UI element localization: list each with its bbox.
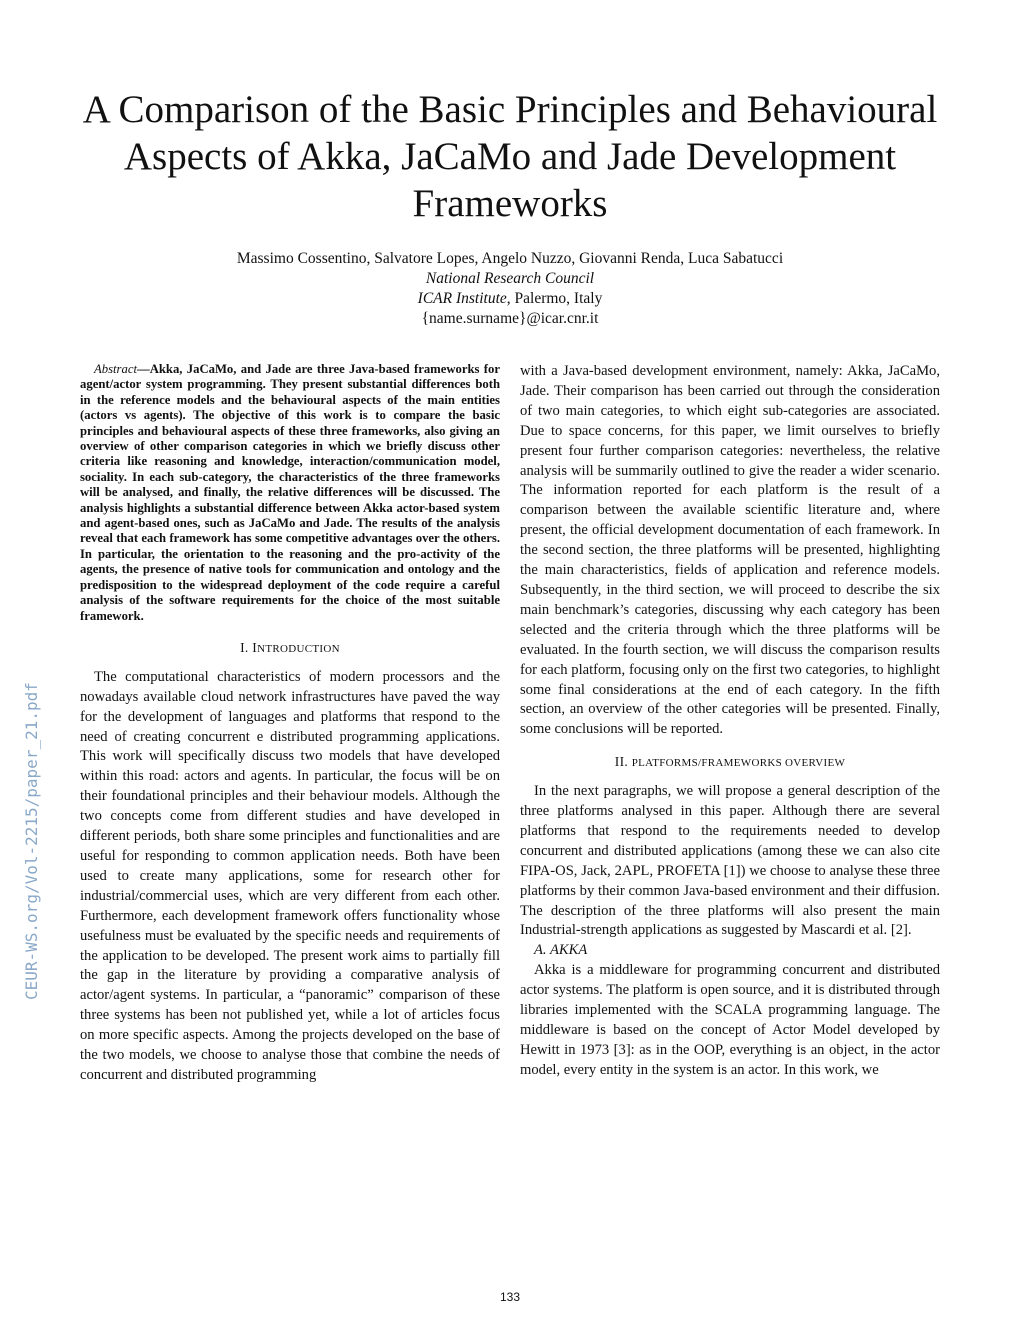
abstract-label: Abstract xyxy=(94,362,137,376)
author-organization: National Research Council xyxy=(425,270,595,287)
author-institute: ICAR Institute xyxy=(417,290,507,307)
author-affiliation xyxy=(60,289,960,309)
ceur-side-stamp: CEUR-WS.org/Vol-2215/paper_21.pdf xyxy=(22,682,41,1000)
paper-title: A Comparison of the Basic Principles and Behavioural Aspects of Akka, JaCaMo and Jade Development Frameworks xyxy=(82,88,938,225)
author-location: , Palermo, Italy xyxy=(506,290,603,307)
author-block xyxy=(60,249,960,329)
section-initial: I xyxy=(252,639,258,655)
author-email: {name.surname}@icar.cnr.it xyxy=(421,310,599,327)
abstract xyxy=(80,362,500,624)
abstract-text: —Akka, JaCaMo, and Jade are three Java-based frameworks for agent/actor system programming. They present substantial differences both in the reference models and the behavioural aspects of the main entities (actors vs agents). The objective of this work is to compare the basic principles and behavioural aspects of these three frameworks, also giving an overview of other comparison categories in which we briefly discuss other criteria like reasoning and knowledge, interaction/communication model, sociality. In each sub-category, the characteristics of the three frameworks will be analysed, and finally, the relative differences will be discussed. The analysis highlights a substantial difference between Akka actor-based system and agent-based ones, such as JaCaMo and Jade. The results of the analysis reveal that each framework has some competitive advantages over the others. In particular, the orientation to the reasoning and the pro-activity of the agents, the presence of native tools for communication and ontology and the predisposition to the widespread deployment of the code require a careful analysis of the software requirements for the choice of the most suitable framework. xyxy=(80,362,500,623)
akka-paragraph: Akka is a middleware for programming concurrent and distributed actor systems. The platform is open source, and it is distributed through libraries implemented with the SCALA programming language. The middleware is based on the concept of Actor Model developed by Hewitt in 1973 [3]: as in the OOP, everything is an object, in the actor model, every entity in the system is an actor. In this work, we xyxy=(520,962,940,1078)
section-title: NTRODUCTION xyxy=(257,642,340,655)
introduction-paragraph-continued: with a Java-based development environment, namely: Akka, JaCaMo, Jade. Their comparison has been carried out through the consideration of two main categories, to which eight sub-categories are associated. Due to space concerns, for this paper, we limit ourselves to briefly present four further comparison categories: nevertheless, the relative analysis will be summarily outlined to give the reader a wider scenario. The information reported for each platform is the result of a comparison between the available scientific literature and, where present, the official development documentation of each framework. In the second section, the three platforms will be presented, highlighting the main characteristics, fields of application and reference models. Subsequently, in the third section, we will proceed to describe the six main benchmark’s categories, discussing why each category has been selected and the criteria through which the three platforms will be evaluated. In the fourth section, we will discuss the comparison results for each platform, focusing only on the first two categories, to highlight some final considerations at the end of each category. In the fifth section, an overview of the other categories will be presented. Finally, some conclusions will be reported. xyxy=(520,363,940,738)
section-heading-overview xyxy=(520,752,940,774)
author-names: Massimo Cossentino, Salvatore Lopes, Angelo Nuzzo, Giovanni Renda, Luca Sabatucci xyxy=(236,250,784,267)
section-title: PLATFORMS/FRAMEWORKS OVERVIEW xyxy=(631,757,846,770)
page-number: 133 xyxy=(499,1290,521,1304)
overview-paragraph: In the next paragraphs, we will propose a general description of the three platforms analysed in this paper. Although there are several platforms that respond to the requirements needed to develop concurrent and distributed applications (among these we can also cite FIPA-OS, Jack, 2APL, PROFETA [1]) we choose to analyse these three platforms by their common Java-based environment and their diffusion. The description of the three platforms will also present the main Industrial-strength applications as suggested by Mascardi et al. [2]. xyxy=(520,783,940,939)
right-column xyxy=(520,362,940,1081)
introduction-paragraph: The computational characteristics of modern processors and the nowadays available cloud network infrastructures have paved the way for the development of languages and platforms that respond to the need of creating concurrent e distributed programming applications. This work will specifically discuss two models that have developed within this road: actors and agents. In particular, the focus will be on their foundational principles and their behaviour models. Although the two concepts come from different studies and have developed in different periods, both share some principles and functionalities and are useful for responding to common application needs. Both have been used to create many applications, some for research other for industrial/commercial uses, which are very different from each other. Furthermore, each development framework offers functionality whose usefulness must be evaluated by the specific needs and requirements of the application to be developed. The present work aims to partially fill the gap in the literature by providing a comparative analysis of actor/agent systems. In particular, a “panoramic” comparison of these three systems has been not published yet, while a lot of articles focus on more specific aspects. Among the projects developed on the base of the two models, we choose to analyse those that combine the needs of concurrent and distributed programming xyxy=(80,668,500,1083)
left-column xyxy=(80,362,500,1086)
section-number: I. xyxy=(240,639,253,655)
section-heading-introduction xyxy=(80,638,500,660)
section-number: II. xyxy=(614,754,632,770)
subsection-heading-akka: A. AKKA xyxy=(534,942,588,959)
